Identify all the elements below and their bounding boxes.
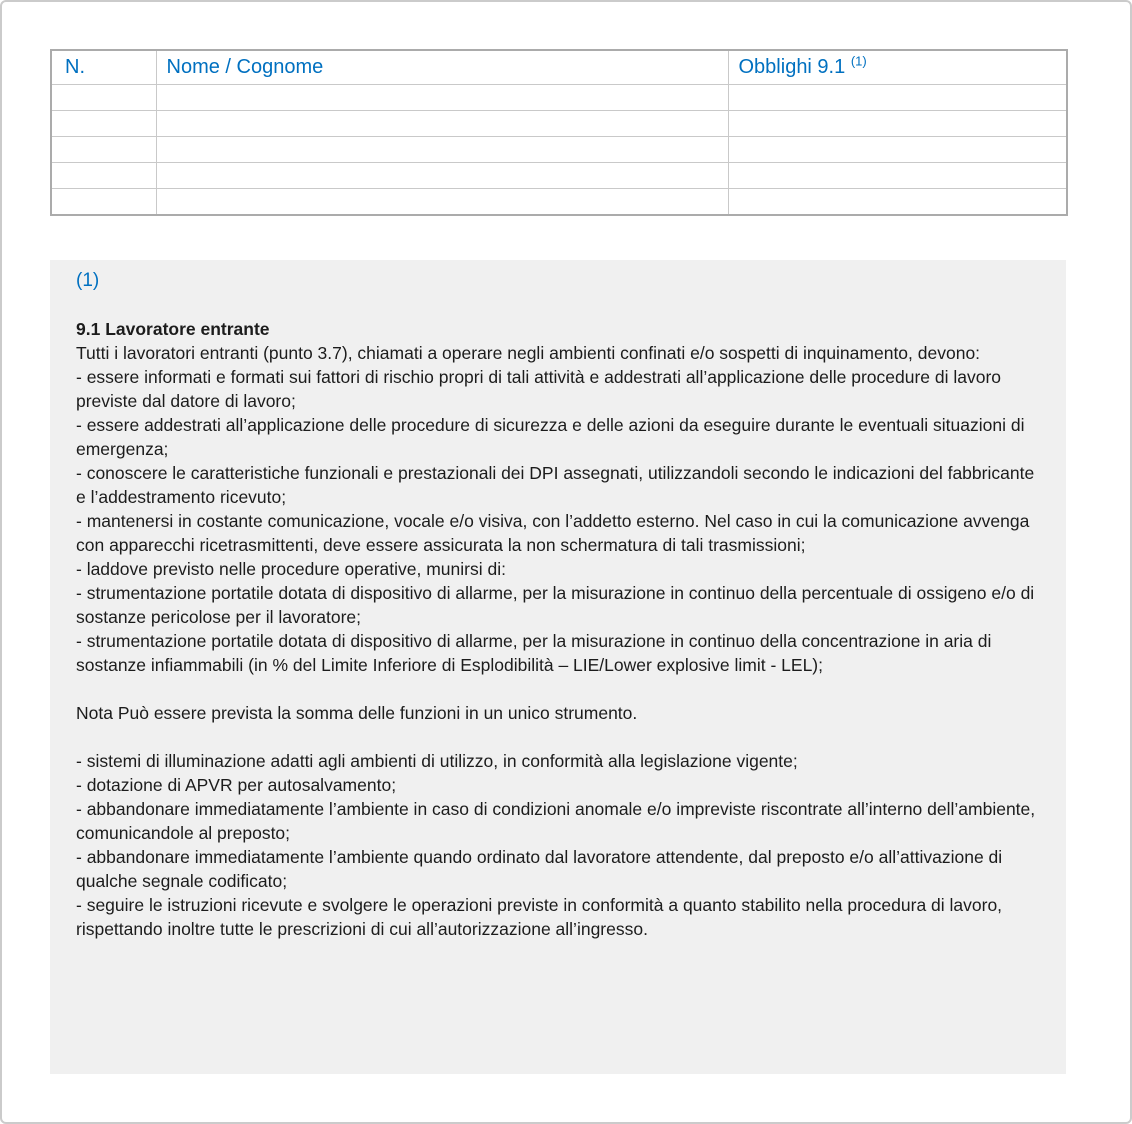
cell-obligations[interactable] (728, 163, 1067, 189)
cell-obligations[interactable] (728, 111, 1067, 137)
footnote-heading: 9.1 Lavoratore entrante (76, 319, 270, 339)
table-header-row (51, 50, 1067, 85)
footnote-paragraph: - conoscere le caratteristiche funzionali e prestazionali dei DPI assegnati, utilizzandoli secondo le indicazioni del fabbricante e l’addestramento ricevuto; (76, 463, 1035, 507)
cell-obligations[interactable] (728, 189, 1067, 216)
cell-name-surname[interactable] (156, 85, 728, 111)
footnote-paragraph: Tutti i lavoratori entranti (punto 3.7), chiamati a operare negli ambienti confinati e/o sospetti di inquinamento, devono: (76, 343, 981, 363)
column-header-obligations-label: Obblighi 9.1 (738, 56, 846, 78)
table-row (51, 163, 1067, 189)
footnote-box (50, 260, 1066, 1074)
cell-number[interactable] (51, 163, 156, 189)
cell-name-surname[interactable] (156, 137, 728, 163)
cell-number[interactable] (51, 111, 156, 137)
footnote-paragraph: - essere addestrati all’applicazione delle procedure di sicurezza e delle azioni da eseguire durante le eventuali situazioni di emergenza; (76, 415, 1025, 459)
footnote-paragraph: - strumentazione portatile dotata di dispositivo di allarme, per la misurazione in continuo della concentrazione in aria di sostanze infiammabili (in % del Limite Inferiore di Esplodibilità – LIE/Lower explosive limit - LEL); (76, 631, 992, 675)
table-row (51, 189, 1067, 216)
cell-name-surname[interactable] (156, 189, 728, 216)
footnote-marker: (1) (850, 53, 867, 69)
cell-number[interactable] (51, 189, 156, 216)
column-header-name-surname-label: Nome / Cognome (166, 56, 324, 78)
table-row (51, 137, 1067, 163)
table-row (51, 111, 1067, 137)
footnote-note-paragraph: Nota Può essere prevista la somma delle funzioni in un unico strumento. (76, 703, 638, 723)
cell-number[interactable] (51, 85, 156, 111)
cell-number[interactable] (51, 137, 156, 163)
footnote-paragraph: - essere informati e formati sui fattori di rischio propri di tali attività e addestrati all’applicazione delle procedure di lavoro previste dal datore di lavoro; (76, 367, 1002, 411)
footnote-paragraph: - laddove previsto nelle procedure operative, munirsi di: (76, 559, 506, 579)
cell-name-surname[interactable] (156, 163, 728, 189)
column-header-obligations (728, 50, 1067, 85)
footnote-paragraph: - dotazione di APVR per autosalvamento; (76, 775, 397, 795)
column-header-number-label: N. (65, 56, 85, 78)
cell-obligations[interactable] (728, 137, 1067, 163)
footnote-paragraph: - abbandonare immediatamente l’ambiente in caso di condizioni anomale e/o impreviste riscontrate all’interno dell’ambiente, comunicandole al preposto; (76, 799, 1036, 843)
signatures-table (50, 49, 1068, 216)
footnote-paragraph: - seguire le istruzioni ricevute e svolgere le operazioni previste in conformità a quanto stabilito nella procedura di lavoro, rispettando inoltre tutte le prescrizioni di cui all’autorizzazione all’ingresso. (76, 895, 1003, 939)
footnote-paragraph: - mantenersi in costante comunicazione, vocale e/o visiva, con l’addetto esterno. Nel caso in cui la comunicazione avvenga con apparecchi ricetrasmittenti, deve essere assicurata la non schermatura di tali trasmissioni; (76, 511, 1030, 555)
column-header-name-surname (156, 50, 728, 85)
footnote-paragraph: - sistemi di illuminazione adatti agli ambienti di utilizzo, in conformità alla legislazione vigente; (76, 751, 798, 771)
cell-name-surname[interactable] (156, 111, 728, 137)
footnote-paragraph: - strumentazione portatile dotata di dispositivo di allarme, per la misurazione in continuo della percentuale di ossigeno e/o di sostanze pericolose per il lavoratore; (76, 583, 1035, 627)
cell-obligations[interactable] (728, 85, 1067, 111)
table-row (51, 85, 1067, 111)
column-header-number (51, 50, 156, 85)
footnote-paragraph: - abbandonare immediatamente l’ambiente quando ordinato dal lavoratore attendente, dal preposto e/o all’attivazione di qualche segnale codificato; (76, 847, 1003, 891)
footnote-ref-label: (1) (76, 270, 100, 291)
